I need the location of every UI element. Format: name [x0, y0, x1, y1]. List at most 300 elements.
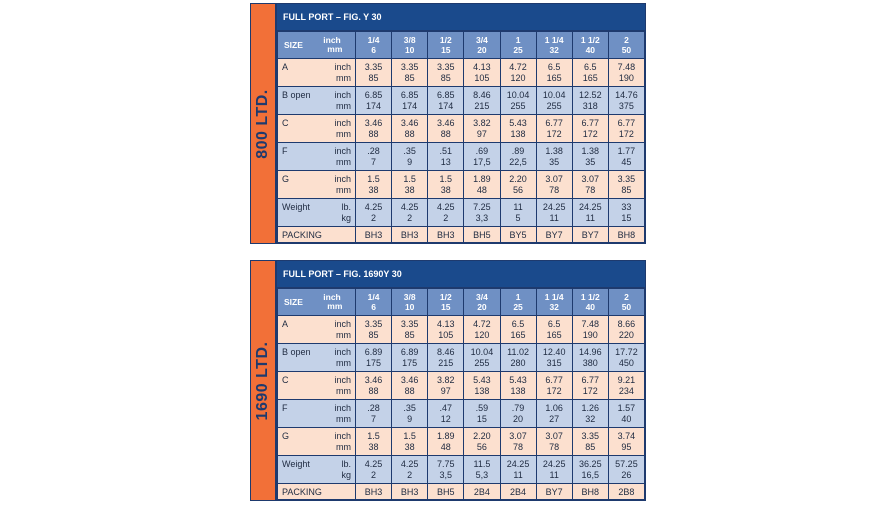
- table-cell: [536, 344, 572, 372]
- cell-value-primary: 3.82: [437, 374, 455, 385]
- cell-value-secondary: 48: [476, 184, 487, 195]
- table-row: [278, 456, 645, 484]
- cell-value-secondary: 35: [549, 156, 560, 167]
- cell-value-secondary: 88: [368, 385, 379, 396]
- table-row: [278, 115, 645, 143]
- size-col-header: 1 1/2 40: [572, 32, 608, 59]
- table-cell: [608, 428, 644, 456]
- cell-value-secondary: 85: [404, 329, 415, 340]
- header-row: [278, 32, 645, 59]
- cell-value-secondary: 2: [371, 212, 377, 223]
- cell-value-secondary: 165: [582, 72, 598, 83]
- row-label: [278, 115, 356, 143]
- packing-cell: BY7: [536, 227, 572, 243]
- table-cell: [356, 143, 392, 171]
- table-cell: [464, 400, 500, 428]
- cell-value-secondary: 3,3: [475, 212, 489, 223]
- cell-value-primary: 4.72: [473, 318, 491, 329]
- cell-value-secondary: 2: [407, 469, 413, 480]
- cell-value-secondary: 38: [440, 184, 451, 195]
- cell-value-secondary: 56: [513, 184, 524, 195]
- cell-value-primary: 4.72: [509, 61, 527, 72]
- table-cell: [356, 115, 392, 143]
- cell-value-secondary: 215: [438, 357, 454, 368]
- spec-block-1690: [250, 260, 646, 501]
- table-cell: [392, 199, 428, 227]
- table-cell: [464, 316, 500, 344]
- cell-value-primary: 1.26: [581, 402, 600, 413]
- table-row: [278, 143, 645, 171]
- packing-cell: 2B8: [608, 484, 644, 500]
- cell-value-primary: 3.46: [364, 117, 383, 128]
- cell-value-secondary: 32: [585, 413, 596, 424]
- cell-value-secondary: 13: [440, 156, 451, 167]
- cell-value-primary: 24.25: [506, 458, 530, 469]
- size-col-header: 1/4 6: [356, 289, 392, 316]
- table-body: [278, 59, 645, 243]
- cell-value-secondary: 138: [510, 385, 526, 396]
- table-cell: [608, 456, 644, 484]
- row-label: [278, 199, 356, 227]
- row-label-text: F: [282, 402, 288, 413]
- header-row: [278, 289, 645, 316]
- cell-value-primary: 6.5: [547, 61, 561, 72]
- table-cell: [500, 344, 536, 372]
- table-cell: [500, 372, 536, 400]
- cell-value-secondary: 78: [513, 441, 524, 452]
- table-cell: [536, 171, 572, 199]
- table-row: [278, 344, 645, 372]
- cell-value-secondary: 165: [546, 72, 562, 83]
- table-cell: [536, 59, 572, 87]
- row-units: [334, 319, 355, 341]
- cell-value-primary: 36.25: [579, 458, 602, 469]
- cell-value-secondary: 255: [510, 100, 526, 111]
- cell-value-primary: 12.52: [579, 89, 602, 100]
- unit-primary: inch: [334, 318, 351, 329]
- table-cell: [536, 87, 572, 115]
- unit-primary: lb.: [341, 201, 351, 212]
- row-label: [278, 344, 356, 372]
- table-cell: [356, 400, 392, 428]
- packing-cell: 2B4: [464, 484, 500, 500]
- cell-value-secondary: 172: [582, 385, 598, 396]
- cell-value-secondary: 120: [510, 72, 526, 83]
- table-row: [278, 428, 645, 456]
- table-row: [278, 87, 645, 115]
- table-row: [278, 59, 645, 87]
- table-title: FULL PORT – FIG. 1690Y 30: [277, 261, 645, 288]
- cell-value-primary: 6.89: [364, 346, 383, 357]
- size-col-header: 3/4 20: [464, 289, 500, 316]
- cell-value-primary: 24.25: [579, 201, 602, 212]
- cell-value-secondary: 40: [621, 413, 632, 424]
- size-col-header: 1/4 6: [356, 32, 392, 59]
- table-cell: [392, 456, 428, 484]
- row-label-text: F: [282, 145, 288, 156]
- cell-value-secondary: 15: [476, 413, 487, 424]
- cell-value-secondary: 318: [582, 100, 598, 111]
- cell-value-secondary: 5: [515, 212, 521, 223]
- table-cell: [356, 456, 392, 484]
- cell-value-secondary: 15: [621, 212, 632, 223]
- cell-value-secondary: 85: [440, 72, 451, 83]
- table-cell: [428, 428, 464, 456]
- cell-value-primary: 1.5: [439, 173, 453, 184]
- table-cell: [572, 143, 608, 171]
- cell-value-primary: 24.25: [542, 201, 566, 212]
- unit-secondary: kg: [341, 469, 351, 480]
- cell-value-secondary: 78: [585, 184, 596, 195]
- cell-value-secondary: 120: [474, 329, 490, 340]
- cell-value-secondary: 11: [549, 212, 559, 223]
- cell-value-primary: 1.89: [437, 430, 455, 441]
- table-cell: [500, 199, 536, 227]
- table-cell: [608, 199, 644, 227]
- table-cell: [464, 171, 500, 199]
- cell-value-primary: 1.5: [367, 173, 380, 184]
- table-cell: [464, 199, 500, 227]
- cell-value-primary: 8.46: [437, 346, 455, 357]
- row-label-text: G: [282, 430, 290, 441]
- cell-value-primary: 3.46: [364, 374, 383, 385]
- size-col-header: 1/2 15: [428, 32, 464, 59]
- cell-value-secondary: 174: [438, 100, 454, 111]
- spec-table: [276, 3, 646, 244]
- cell-value-secondary: 375: [618, 100, 634, 111]
- cell-value-primary: 1.5: [367, 430, 380, 441]
- cell-value-primary: 7.48: [581, 318, 600, 329]
- cell-value-primary: 1.5: [403, 173, 416, 184]
- cell-value-secondary: 56: [476, 441, 487, 452]
- row-label-text: Weight: [282, 458, 310, 469]
- packing-row: [278, 484, 645, 500]
- table-cell: [428, 59, 464, 87]
- table-cell: [464, 115, 500, 143]
- packing-cell: BY7: [572, 227, 608, 243]
- cell-value-primary: 3.07: [545, 430, 563, 441]
- unit-secondary: mm: [336, 385, 351, 396]
- cell-value-secondary: 175: [366, 357, 382, 368]
- size-col-header: 2 50: [608, 289, 644, 316]
- table-cell: [572, 115, 608, 143]
- cell-value-primary: 12.40: [542, 346, 566, 357]
- table-cell: [608, 400, 644, 428]
- table-cell: [464, 87, 500, 115]
- cell-value-primary: 4.25: [437, 201, 455, 212]
- cell-value-secondary: 88: [404, 385, 415, 396]
- table-cell: [356, 199, 392, 227]
- row-units: [334, 146, 355, 168]
- packing-cell: BH3: [392, 484, 428, 500]
- cell-value-primary: .28: [367, 402, 380, 413]
- row-label-text: Weight: [282, 201, 310, 212]
- table-cell: [536, 143, 572, 171]
- cell-value-secondary: 11: [513, 469, 523, 480]
- cell-value-primary: 3.07: [581, 173, 600, 184]
- cell-value-secondary: 95: [621, 441, 632, 452]
- row-label: [278, 143, 356, 171]
- cell-value-primary: 8.66: [617, 318, 636, 329]
- cell-value-secondary: 138: [510, 128, 526, 139]
- table-cell: [392, 59, 428, 87]
- cell-value-secondary: 105: [438, 329, 454, 340]
- packing-row: [278, 227, 645, 243]
- cell-value-secondary: 9: [407, 413, 413, 424]
- unit-secondary: mm: [336, 441, 351, 452]
- row-label-text: G: [282, 173, 290, 184]
- row-units: [334, 375, 355, 397]
- cell-value-secondary: 5,3: [475, 469, 489, 480]
- cell-value-primary: 1.5: [403, 430, 416, 441]
- row-units: [334, 62, 355, 84]
- cell-value-secondary: 88: [404, 128, 415, 139]
- cell-value-secondary: 85: [585, 441, 596, 452]
- table-cell: [608, 115, 644, 143]
- row-label: [278, 316, 356, 344]
- cell-value-primary: 9.21: [617, 374, 636, 385]
- cell-value-secondary: 7: [371, 156, 377, 167]
- cell-value-secondary: 172: [546, 385, 562, 396]
- table-cell: [572, 199, 608, 227]
- table-cell: [572, 316, 608, 344]
- table-cell: [464, 372, 500, 400]
- unit-secondary: mm: [336, 184, 351, 195]
- packing-cell: BH3: [428, 227, 464, 243]
- cell-value-primary: 17.72: [615, 346, 638, 357]
- series-label: 800 LTD.: [254, 88, 271, 159]
- cell-value-primary: 1.77: [617, 145, 636, 156]
- table-cell: [428, 344, 464, 372]
- unit-secondary: kg: [341, 212, 351, 223]
- packing-cell: BY7: [536, 484, 572, 500]
- table-row: [278, 199, 645, 227]
- cell-value-primary: 14.76: [615, 89, 638, 100]
- cell-value-primary: .28: [367, 145, 380, 156]
- table-title: FULL PORT – FIG. Y 30: [277, 4, 645, 31]
- unit-secondary: mm: [336, 329, 351, 340]
- table-cell: [500, 115, 536, 143]
- unit-secondary: mm: [336, 357, 351, 368]
- row-units: [334, 90, 355, 112]
- table-cell: [428, 316, 464, 344]
- cell-value-secondary: 35: [585, 156, 596, 167]
- cell-value-primary: 4.25: [400, 458, 419, 469]
- cell-value-primary: .89: [511, 145, 525, 156]
- cell-value-primary: 6.5: [547, 318, 561, 329]
- unit-primary: inch: [334, 117, 351, 128]
- cell-value-primary: .35: [403, 145, 416, 156]
- table-cell: [608, 59, 644, 87]
- row-label: [278, 400, 356, 428]
- cell-value-primary: 4.13: [473, 61, 491, 72]
- row-units: [334, 403, 355, 425]
- cell-value-secondary: 38: [404, 441, 415, 452]
- table-cell: [356, 316, 392, 344]
- cell-value-secondary: 16,5: [581, 469, 600, 480]
- table-cell: [392, 372, 428, 400]
- unit-primary: inch: [334, 173, 351, 184]
- cell-value-secondary: 97: [476, 128, 487, 139]
- table-cell: [572, 344, 608, 372]
- cell-value-primary: 5.43: [473, 374, 491, 385]
- row-label: [278, 456, 356, 484]
- row-units: [341, 459, 355, 481]
- row-label: [278, 87, 356, 115]
- cell-value-primary: 6.85: [437, 89, 455, 100]
- unit-secondary: mm: [336, 72, 351, 83]
- cell-value-secondary: 88: [440, 128, 451, 139]
- table-cell: [428, 171, 464, 199]
- table-cell: [500, 316, 536, 344]
- series-side-bar: [250, 260, 276, 501]
- size-col-header: 3/4 20: [464, 32, 500, 59]
- table-cell: [464, 59, 500, 87]
- cell-value-secondary: 22,5: [509, 156, 527, 167]
- packing-cell: BH3: [356, 227, 392, 243]
- cell-value-secondary: 220: [618, 329, 634, 340]
- cell-value-primary: 6.77: [545, 374, 563, 385]
- unit-primary: inch: [334, 89, 351, 100]
- size-col-header: 2 50: [608, 32, 644, 59]
- table-cell: [572, 171, 608, 199]
- table-cell: [608, 372, 644, 400]
- cell-value-primary: 3.35: [400, 318, 419, 329]
- table-cell: [428, 372, 464, 400]
- cell-value-secondary: 7: [371, 413, 377, 424]
- table-row: [278, 372, 645, 400]
- table-row: [278, 400, 645, 428]
- table-cell: [572, 87, 608, 115]
- unit-secondary: mm: [336, 156, 351, 167]
- row-units: [334, 431, 355, 453]
- cell-value-primary: 6.5: [584, 61, 597, 72]
- row-label-text: B open: [282, 346, 311, 357]
- row-units: [341, 202, 355, 224]
- size-col-header: 1 1/4 32: [536, 32, 572, 59]
- row-label-text: A: [282, 61, 289, 72]
- table-cell: [500, 171, 536, 199]
- cell-value-secondary: 380: [582, 357, 598, 368]
- cell-value-primary: 6.85: [400, 89, 419, 100]
- table-cell: [536, 456, 572, 484]
- table-cell: [392, 143, 428, 171]
- table-cell: [536, 400, 572, 428]
- cell-value-secondary: 38: [368, 184, 379, 195]
- table-cell: [500, 59, 536, 87]
- table-cell: [392, 115, 428, 143]
- cell-value-secondary: 85: [368, 329, 379, 340]
- cell-value-secondary: 172: [618, 128, 634, 139]
- cell-value-primary: 11: [513, 201, 523, 212]
- cell-value-secondary: 85: [621, 184, 632, 195]
- cell-value-primary: .35: [403, 402, 416, 413]
- table-cell: [392, 400, 428, 428]
- table-cell: [428, 400, 464, 428]
- table-row: [278, 171, 645, 199]
- size-col-header: 1 1/2 40: [572, 289, 608, 316]
- table-cell: [428, 143, 464, 171]
- packing-cell: BH5: [428, 484, 464, 500]
- table-cell: [500, 143, 536, 171]
- table-cell: [428, 456, 464, 484]
- table-cell: [392, 344, 428, 372]
- table-cell: [608, 171, 644, 199]
- cell-value-secondary: 2: [443, 212, 449, 223]
- table-cell: [464, 428, 500, 456]
- table-cell: [572, 428, 608, 456]
- table-cell: [392, 316, 428, 344]
- cell-value-primary: 7.48: [617, 61, 636, 72]
- table-cell: [464, 344, 500, 372]
- size-col-header: 1/2 15: [428, 289, 464, 316]
- cell-value-secondary: 165: [546, 329, 562, 340]
- table-cell: [356, 59, 392, 87]
- table-cell: [392, 171, 428, 199]
- table-cell: [572, 372, 608, 400]
- size-header: SIZE inch mm: [278, 32, 356, 59]
- cell-value-secondary: 280: [510, 357, 526, 368]
- cell-value-primary: 6.89: [400, 346, 419, 357]
- size-col-header: 1 25: [500, 289, 536, 316]
- cell-value-secondary: 450: [618, 357, 634, 368]
- cell-value-secondary: 172: [546, 128, 562, 139]
- unit-primary: inch: [334, 374, 351, 385]
- spec-block-800: [250, 3, 646, 244]
- table-cell: [608, 143, 644, 171]
- packing-cell: BH8: [608, 227, 644, 243]
- dimension-table: [277, 31, 645, 243]
- cell-value-primary: 6.77: [581, 374, 600, 385]
- cell-value-primary: 3.35: [581, 430, 600, 441]
- table-cell: [356, 372, 392, 400]
- unit-secondary: mm: [336, 100, 351, 111]
- row-label: [278, 428, 356, 456]
- cell-value-primary: 6.77: [617, 117, 636, 128]
- table-cell: [500, 428, 536, 456]
- table-cell: [536, 115, 572, 143]
- packing-cell: BH3: [356, 484, 392, 500]
- cell-value-primary: 3.46: [400, 117, 419, 128]
- cell-value-secondary: 17,5: [473, 156, 491, 167]
- unit-primary: lb.: [341, 458, 351, 469]
- cell-value-primary: 3.74: [617, 430, 636, 441]
- row-label-text: C: [282, 117, 289, 128]
- cell-value-secondary: 11: [549, 469, 559, 480]
- cell-value-primary: .47: [439, 402, 453, 413]
- table-cell: [356, 344, 392, 372]
- size-header: SIZE inch mm: [278, 289, 356, 316]
- cell-value-secondary: 165: [510, 329, 526, 340]
- size-col-header: 3/8 10: [392, 289, 428, 316]
- cell-value-primary: 2.20: [473, 430, 491, 441]
- row-label-text: B open: [282, 89, 311, 100]
- table-row: [278, 316, 645, 344]
- cell-value-secondary: 78: [549, 184, 560, 195]
- cell-value-secondary: 12: [440, 413, 451, 424]
- cell-value-primary: 1.06: [545, 402, 563, 413]
- cell-value-secondary: 2: [371, 469, 377, 480]
- table-cell: [356, 87, 392, 115]
- cell-value-primary: 7.75: [437, 458, 455, 469]
- table-cell: [608, 316, 644, 344]
- cell-value-primary: 11.5: [473, 458, 491, 469]
- cell-value-primary: 14.96: [579, 346, 602, 357]
- cell-value-primary: 8.46: [473, 89, 491, 100]
- unit-primary: inch: [334, 61, 351, 72]
- table-cell: [356, 428, 392, 456]
- cell-value-secondary: 255: [546, 100, 562, 111]
